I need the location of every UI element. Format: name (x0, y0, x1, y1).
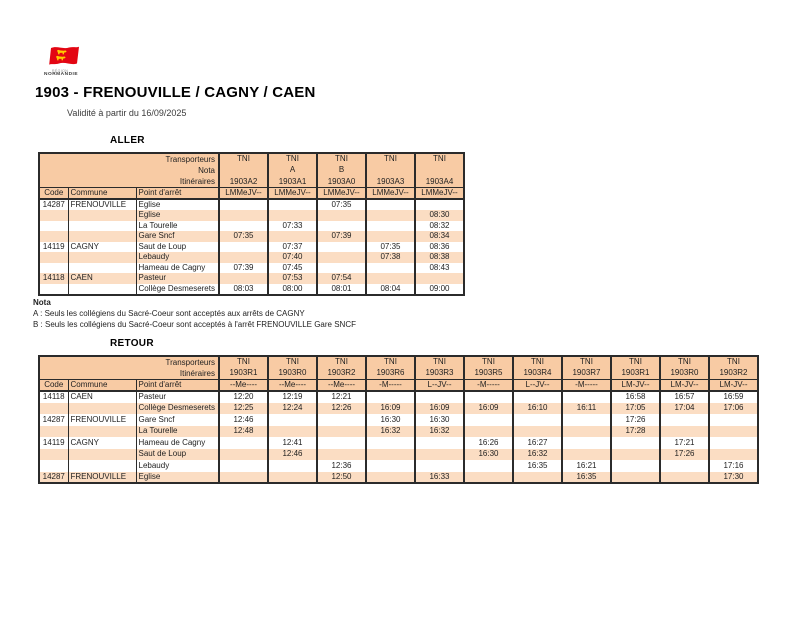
stop-row (39, 414, 758, 426)
time-cell (513, 472, 562, 484)
time-cell (268, 460, 317, 472)
time-cell: 07:39 (219, 263, 268, 274)
time-cell (317, 242, 366, 253)
itineraire-cell: 1903R0 (268, 368, 317, 380)
time-cell: 17:21 (660, 437, 709, 449)
transporteur-cell: TNI (562, 356, 611, 368)
transporteur-cell: TNI (268, 153, 317, 165)
code-cell: 14287 (42, 414, 65, 424)
time-cell: 08:30 (415, 210, 464, 221)
time-cell: 12:24 (268, 403, 317, 415)
time-cell (219, 210, 268, 221)
time-cell (366, 449, 415, 461)
normandie-logo (44, 46, 114, 77)
time-cell: 08:04 (366, 284, 415, 295)
nota-cell (415, 165, 464, 177)
time-cell: 16:35 (562, 472, 611, 484)
stop-cell: Gare Sncf (136, 231, 219, 242)
transporteur-cell: TNI (366, 153, 415, 165)
logo-region-text: RÉGION (52, 69, 69, 73)
nota-title: Nota (33, 298, 51, 307)
commune-cell (68, 252, 136, 263)
corner-label: Nota (198, 166, 215, 175)
time-cell (611, 449, 660, 461)
days-cell: L--JV-- (415, 380, 464, 392)
nota-cell: A (268, 165, 317, 177)
time-cell: 08:01 (317, 284, 366, 295)
stop-row (39, 426, 758, 438)
time-cell (709, 437, 758, 449)
stop-row (39, 273, 464, 284)
commune-cell: FRENOUVILLE (68, 199, 136, 210)
stop-row (39, 437, 758, 449)
validity-date: Validité à partir du 16/09/2025 (67, 108, 187, 118)
days-cell: -M----- (464, 380, 513, 392)
time-cell (366, 391, 415, 403)
time-cell: 16:30 (415, 414, 464, 426)
stop-cell: Hameau de Cagny (136, 437, 219, 449)
transporteur-header-row (39, 153, 464, 165)
corner-label: Itinéraires (179, 369, 215, 378)
stop-row (39, 252, 464, 263)
time-cell (464, 460, 513, 472)
commune-cell (68, 210, 136, 221)
nota-line-b: B : Seuls les collégiens du Sacré-Coeur sont acceptés à l'arrêt FRENOUVILLE Gare SNCF (33, 320, 356, 329)
days-cell: LM-JV-- (660, 380, 709, 392)
commune-cell: FRENOUVILLE (68, 472, 136, 484)
days-cell: LMMeJV-- (268, 188, 317, 200)
time-cell (219, 199, 268, 210)
itineraire-cell: 1903R6 (366, 368, 415, 380)
transporteur-cell: TNI (317, 153, 366, 165)
itineraire-cell: 1903R5 (464, 368, 513, 380)
time-cell: 17:04 (660, 403, 709, 415)
nota-cell (219, 165, 268, 177)
transporteur-cell: TNI (611, 356, 660, 368)
code-cell (39, 210, 68, 221)
stop-row (39, 460, 758, 472)
time-cell: 08:36 (415, 242, 464, 253)
code-cell: 14287 (39, 472, 68, 484)
time-cell (415, 273, 464, 284)
days-cell: L--JV-- (513, 380, 562, 392)
time-cell (366, 263, 415, 274)
time-cell (219, 437, 268, 449)
time-cell: 07:35 (219, 231, 268, 242)
time-cell: 16:27 (513, 437, 562, 449)
stop-row (39, 284, 464, 295)
stop-cell: Hameau de Cagny (136, 263, 219, 274)
time-cell: 16:35 (513, 460, 562, 472)
time-cell: 16:58 (611, 391, 660, 403)
time-cell (709, 449, 758, 461)
time-cell: 12:25 (219, 403, 268, 415)
stop-row (39, 210, 464, 221)
days-cell: LMMeJV-- (415, 188, 464, 200)
time-cell (709, 426, 758, 438)
time-cell (317, 426, 366, 438)
time-cell: 12:26 (317, 403, 366, 415)
header-corner-labels (39, 356, 219, 380)
transporteur-cell: TNI (317, 356, 366, 368)
time-cell: 16:21 (562, 460, 611, 472)
code-cell (39, 403, 68, 415)
transporteur-cell: TNI (219, 153, 268, 165)
time-cell: 08:03 (219, 284, 268, 295)
commune-cell: FRENOUVILLE (68, 414, 136, 426)
itineraire-cell: 1903A3 (366, 176, 415, 188)
corner-label: Transporteurs (165, 358, 215, 367)
time-cell: 17:05 (611, 403, 660, 415)
time-cell (317, 263, 366, 274)
time-cell: 07:37 (268, 242, 317, 253)
time-cell: 16:30 (464, 449, 513, 461)
time-cell (464, 414, 513, 426)
time-cell: 17:26 (611, 414, 660, 426)
stop-row (39, 199, 464, 210)
time-cell: 07:35 (366, 242, 415, 253)
itineraire-cell: 1903A4 (415, 176, 464, 188)
time-cell (317, 437, 366, 449)
days-cell: -M----- (562, 380, 611, 392)
time-cell (611, 437, 660, 449)
time-cell: 12:48 (219, 426, 268, 438)
commune-cell: CAGNY (68, 437, 136, 449)
time-cell (415, 460, 464, 472)
time-cell (415, 391, 464, 403)
itineraire-cell: 1903R0 (660, 368, 709, 380)
itineraire-cell: 1903R1 (219, 368, 268, 380)
time-cell (317, 252, 366, 263)
retour-table-container (38, 355, 759, 484)
time-cell (317, 449, 366, 461)
time-cell (415, 437, 464, 449)
code-cell (39, 449, 68, 461)
stop-row (39, 221, 464, 232)
time-cell (513, 426, 562, 438)
nota-line-a: A : Seuls les collégiens du Sacré-Coeur sont acceptés aux arrêts de CAGNY (33, 309, 305, 318)
time-cell: 12:46 (268, 449, 317, 461)
time-cell: 08:34 (415, 231, 464, 242)
code-cell: 14119 (42, 437, 65, 447)
time-cell (268, 210, 317, 221)
days-cell: LMMeJV-- (366, 188, 415, 200)
corner-label: Transporteurs (165, 155, 215, 164)
stop-row (39, 449, 758, 461)
column-header-row (39, 380, 758, 392)
code-cell (39, 231, 68, 242)
time-cell (366, 210, 415, 221)
stop-row (39, 263, 464, 274)
itineraire-cell: 1903R4 (513, 368, 562, 380)
time-cell: 16:09 (366, 403, 415, 415)
time-cell: 07:39 (317, 231, 366, 242)
time-cell: 12:41 (268, 437, 317, 449)
code-cell (39, 460, 68, 472)
aller-table-container (38, 152, 465, 296)
time-cell: 07:54 (317, 273, 366, 284)
time-cell (219, 252, 268, 263)
commune-cell (68, 449, 136, 461)
time-cell: 08:38 (415, 252, 464, 263)
time-cell (317, 414, 366, 426)
time-cell: 17:30 (709, 472, 758, 484)
commune-cell (68, 284, 136, 295)
commune-header: Commune (68, 380, 136, 392)
stop-cell: Eglise (136, 472, 219, 484)
time-cell: 09:00 (415, 284, 464, 295)
time-cell (562, 449, 611, 461)
days-cell: --Me---- (317, 380, 366, 392)
column-header-row (39, 188, 464, 200)
transporteur-cell: TNI (415, 356, 464, 368)
itineraire-cell: 1903R7 (562, 368, 611, 380)
transporteur-cell: TNI (464, 356, 513, 368)
retour-timetable (38, 355, 759, 484)
time-cell: 08:43 (415, 263, 464, 274)
commune-cell: CAEN (68, 273, 136, 284)
time-cell: 16:09 (415, 403, 464, 415)
stop-cell: Saut de Loup (136, 242, 219, 253)
time-cell: 07:38 (366, 252, 415, 263)
corner-label: Itinéraires (179, 177, 215, 186)
time-cell (660, 460, 709, 472)
code-cell: 14118 (42, 392, 65, 402)
code-cell: 14118 (39, 273, 68, 284)
time-cell (464, 391, 513, 403)
time-cell: 08:32 (415, 221, 464, 232)
time-cell: 17:16 (709, 460, 758, 472)
time-cell (464, 472, 513, 484)
stop-cell: Lebaudy (136, 460, 219, 472)
stop-header: Point d'arrêt (136, 188, 219, 200)
stop-cell: La Tourelle (136, 426, 219, 438)
stop-cell: Eglise (136, 210, 219, 221)
itineraire-cell: 1903A2 (219, 176, 268, 188)
time-cell (219, 242, 268, 253)
time-cell: 16:32 (366, 426, 415, 438)
time-cell (513, 414, 562, 426)
stop-cell: Gare Sncf (136, 414, 219, 426)
time-cell: 16:32 (415, 426, 464, 438)
stop-row (39, 242, 464, 253)
days-cell: LM-JV-- (611, 380, 660, 392)
time-cell (317, 221, 366, 232)
transporteur-cell: TNI (219, 356, 268, 368)
days-cell: --Me---- (219, 380, 268, 392)
time-cell: 16:57 (660, 391, 709, 403)
stop-cell: La Tourelle (136, 221, 219, 232)
stop-cell: Pasteur (136, 273, 219, 284)
header-corner-labels (39, 153, 219, 188)
commune-cell (68, 460, 136, 472)
time-cell: 12:20 (219, 391, 268, 403)
time-cell: 16:59 (709, 391, 758, 403)
time-cell (366, 460, 415, 472)
time-cell (268, 426, 317, 438)
code-cell: 14287 (42, 200, 65, 209)
code-header: Code (39, 380, 68, 392)
stop-cell: Collège Desmeserets (136, 284, 219, 295)
transporteur-header-row (39, 356, 758, 368)
transporteur-cell: TNI (660, 356, 709, 368)
commune-cell: CAEN (68, 391, 136, 403)
section-label-retour: RETOUR (110, 338, 154, 349)
time-cell (219, 460, 268, 472)
time-cell: 12:46 (219, 414, 268, 426)
transporteur-cell: TNI (415, 153, 464, 165)
itineraire-cell: 1903R2 (709, 368, 758, 380)
stop-cell: Saut de Loup (136, 449, 219, 461)
stop-cell: Eglise (136, 199, 219, 210)
code-cell (39, 284, 68, 295)
stop-cell: Pasteur (136, 391, 219, 403)
time-cell: 16:30 (366, 414, 415, 426)
commune-cell (68, 231, 136, 242)
time-cell (513, 391, 562, 403)
stop-row (39, 391, 758, 403)
transporteur-cell: TNI (366, 356, 415, 368)
time-cell: 07:45 (268, 263, 317, 274)
days-cell: --Me---- (268, 380, 317, 392)
time-cell (366, 231, 415, 242)
code-header: Code (39, 188, 68, 200)
time-cell: 12:50 (317, 472, 366, 484)
time-cell (268, 414, 317, 426)
stop-cell: Collège Desmeserets (136, 403, 219, 415)
commune-cell (68, 403, 136, 415)
time-cell: 16:33 (415, 472, 464, 484)
time-cell (415, 199, 464, 210)
section-label-aller: ALLER (110, 135, 145, 146)
time-cell: 16:26 (464, 437, 513, 449)
nota-cell (366, 165, 415, 177)
transporteur-cell: TNI (709, 356, 758, 368)
days-cell: LM-JV-- (709, 380, 758, 392)
time-cell (268, 231, 317, 242)
time-cell: 12:21 (317, 391, 366, 403)
time-cell (366, 472, 415, 484)
itineraire-cell: 1903R1 (611, 368, 660, 380)
time-cell (709, 414, 758, 426)
time-cell (366, 437, 415, 449)
time-cell (219, 472, 268, 484)
time-cell (660, 426, 709, 438)
time-cell (464, 426, 513, 438)
code-cell (39, 252, 68, 263)
time-cell (268, 199, 317, 210)
time-cell (219, 221, 268, 232)
code-cell (39, 221, 68, 232)
commune-cell (68, 221, 136, 232)
stop-cell: Lebaudy (136, 252, 219, 263)
transporteur-cell: TNI (268, 356, 317, 368)
nota-cell: B (317, 165, 366, 177)
days-cell: LMMeJV-- (219, 188, 268, 200)
time-cell (317, 210, 366, 221)
commune-header: Commune (68, 188, 136, 200)
time-cell (366, 273, 415, 284)
time-cell (268, 472, 317, 484)
code-cell (39, 426, 68, 438)
time-cell (562, 414, 611, 426)
nota-block (33, 297, 356, 330)
time-cell: 17:06 (709, 403, 758, 415)
time-cell (660, 472, 709, 484)
itineraire-cell: 1903R3 (415, 368, 464, 380)
time-cell (366, 221, 415, 232)
itineraire-cell: 1903R2 (317, 368, 366, 380)
commune-cell (68, 263, 136, 274)
stop-row (39, 472, 758, 484)
time-cell: 12:19 (268, 391, 317, 403)
time-cell (219, 449, 268, 461)
time-cell (611, 460, 660, 472)
stop-header: Point d'arrêt (136, 380, 219, 392)
stop-row (39, 231, 464, 242)
time-cell (415, 449, 464, 461)
time-cell: 08:00 (268, 284, 317, 295)
days-cell: LMMeJV-- (317, 188, 366, 200)
itineraire-cell: 1903A0 (317, 176, 366, 188)
days-cell: -M----- (366, 380, 415, 392)
time-cell: 07:35 (317, 199, 366, 210)
page-title: 1903 - FRENOUVILLE / CAGNY / CAEN (35, 84, 316, 101)
logo-normandie-text: NORMANDIE (44, 72, 79, 77)
time-cell: 17:28 (611, 426, 660, 438)
aller-timetable (38, 152, 465, 296)
stop-row (39, 403, 758, 415)
normandie-flag-icon (48, 46, 82, 68)
commune-cell (68, 426, 136, 438)
time-cell: 07:33 (268, 221, 317, 232)
code-cell (39, 263, 68, 274)
time-cell: 07:53 (268, 273, 317, 284)
itineraire-cell: 1903A1 (268, 176, 317, 188)
time-cell (562, 426, 611, 438)
time-cell (219, 273, 268, 284)
time-cell: 16:09 (464, 403, 513, 415)
commune-cell: CAGNY (68, 242, 136, 253)
logo-text (44, 69, 114, 77)
transporteur-cell: TNI (513, 356, 562, 368)
time-cell: 07:40 (268, 252, 317, 263)
time-cell: 16:11 (562, 403, 611, 415)
time-cell (562, 391, 611, 403)
time-cell: 17:26 (660, 449, 709, 461)
time-cell (660, 414, 709, 426)
time-cell: 12:36 (317, 460, 366, 472)
time-cell (611, 472, 660, 484)
time-cell: 16:10 (513, 403, 562, 415)
time-cell (562, 437, 611, 449)
code-cell: 14119 (42, 241, 65, 251)
time-cell: 16:32 (513, 449, 562, 461)
time-cell (366, 199, 415, 210)
